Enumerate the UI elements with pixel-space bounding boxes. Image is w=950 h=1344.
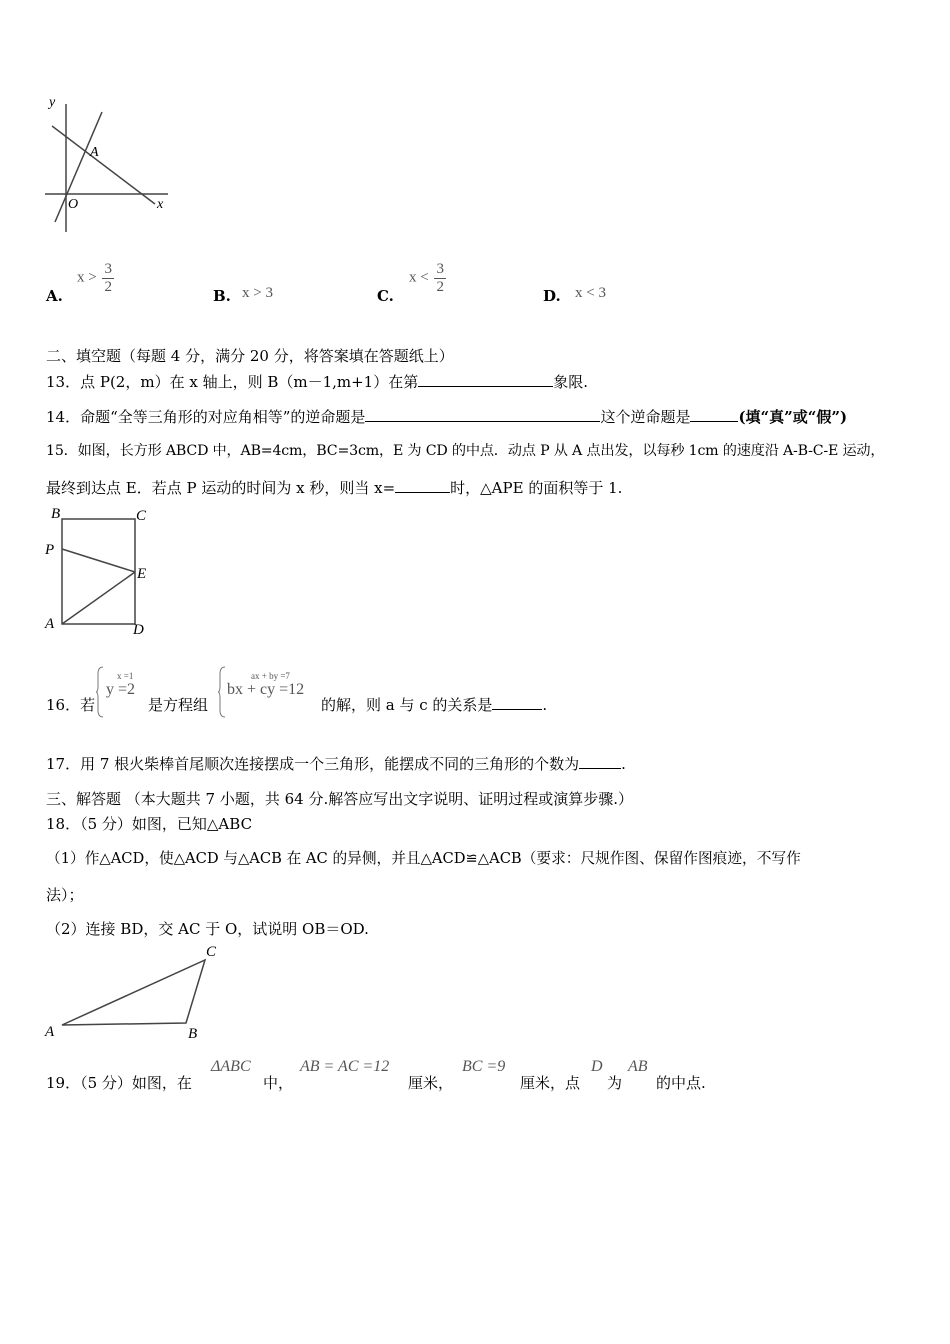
figure-coordinate-graph <box>40 92 175 237</box>
section-3-heading: 三、解答题 （本大题共 7 小题，共 64 分.解答应写出文字说明、证明过程或演算步骤.） <box>46 790 634 808</box>
label-E: E <box>137 566 147 582</box>
label-P: P <box>45 542 55 558</box>
math-bc: BC =9 <box>462 1058 506 1075</box>
answer-blank-15[interactable] <box>395 478 450 493</box>
question-19-t3: 厘米，点 <box>520 1074 581 1092</box>
label-A: A <box>45 1024 55 1040</box>
answer-blank-13[interactable] <box>418 372 553 387</box>
question-19-t2: 厘米， <box>408 1074 454 1092</box>
question-18-part1a: （1）作△ACD，使△ACD 与△ACB 在 AC 的异侧，并且△ACD≌△ACB（要求：尺规作图、保留作图痕迹，不写作 <box>46 850 801 867</box>
option-b-expr: x > 3 <box>242 285 273 301</box>
label-A: A <box>45 616 55 632</box>
math-triangle-abc: ΔABC <box>211 1058 251 1075</box>
option-b-letter[interactable]: B. <box>213 287 231 305</box>
system1-eq2: y =2 <box>106 681 136 698</box>
label-B: B <box>188 1026 198 1042</box>
question-19-t5: 的中点. <box>656 1074 706 1092</box>
label-B: B <box>51 506 61 522</box>
option-a-expr: x > $\frac{3}{2}$ <box>77 261 112 295</box>
math-ab: AB <box>628 1058 648 1075</box>
figure-rectangle-abcd <box>40 502 160 642</box>
system2-eq1: ax + by =7 <box>251 671 290 681</box>
question-19-prefix: 19．（5 分）如图，在 <box>46 1074 192 1092</box>
question-19-t4: 为 <box>607 1074 623 1092</box>
math-d: D <box>591 1058 603 1075</box>
question-17: 17．用 7 根火柴棒首尾顺次连接摆成一个三角形，能摆成不同的三角形的个数为 . <box>46 755 626 773</box>
label-x: x <box>157 197 164 212</box>
label-y: y <box>49 95 56 110</box>
answer-blank-14b[interactable] <box>690 407 738 422</box>
question-18-part2: （2）连接 BD，交 AC 于 O，试说明 OB＝OD. <box>46 920 369 938</box>
question-14: 14．命题“全等三角形的对应角相等”的逆命题是 这个逆命题是 (填“真”或“假”) <box>46 408 848 426</box>
question-15-line1: 15．如图，长方形 ABCD 中，AB=4cm，BC=3cm，E 为 CD 的中点．动点 P 从 A 点出发，以每秒 1cm 的速度沿 A-B-C-E 运动， <box>46 443 885 459</box>
option-a-letter[interactable]: A. <box>46 287 63 305</box>
option-d-expr: x < 3 <box>575 285 606 301</box>
question-19-t1: 中， <box>263 1074 294 1092</box>
label-O: O <box>68 197 79 212</box>
question-18-part1b: 法）； <box>46 886 84 904</box>
answer-blank-14a[interactable] <box>365 407 600 422</box>
answer-blank-16[interactable] <box>492 695 542 710</box>
option-c-letter[interactable]: C. <box>377 287 394 305</box>
question-16-mid: 是方程组 <box>148 696 209 714</box>
question-16-prefix: 16．若 <box>46 696 96 714</box>
figure-triangle-abc <box>40 942 230 1042</box>
question-16-suffix: 的解，则 a 与 c 的关系是 . <box>321 696 548 714</box>
label-A: A <box>90 145 99 160</box>
question-18-head: 18．（5 分）如图，已知△ABC <box>46 815 253 833</box>
question-15-line2: 最终到达点 E．若点 P 运动的时间为 x 秒，则当 x= 时，△APE 的面积等于 1. <box>46 479 623 497</box>
section-2-heading: 二、填空题（每题 4 分，满分 20 分，将答案填在答题纸上） <box>46 347 454 365</box>
label-C: C <box>136 508 147 524</box>
math-ab-ac: AB = AC =12 <box>300 1058 390 1075</box>
left-brace-1 <box>96 666 104 718</box>
option-d-letter[interactable]: D. <box>543 287 561 305</box>
system2-eq2: bx + cy =12 <box>227 681 305 698</box>
label-C: C <box>206 944 217 960</box>
question-13: 13．点 P(2，m）在 x 轴上，则 B（m－1,m+1）在第 象限. <box>46 373 589 391</box>
left-brace-2 <box>218 666 226 718</box>
system1-eq1: x =1 <box>117 671 134 681</box>
answer-blank-17[interactable] <box>579 754 621 769</box>
option-c-expr: x < $\frac{3}{2}$ <box>409 261 444 295</box>
label-D: D <box>133 622 144 638</box>
